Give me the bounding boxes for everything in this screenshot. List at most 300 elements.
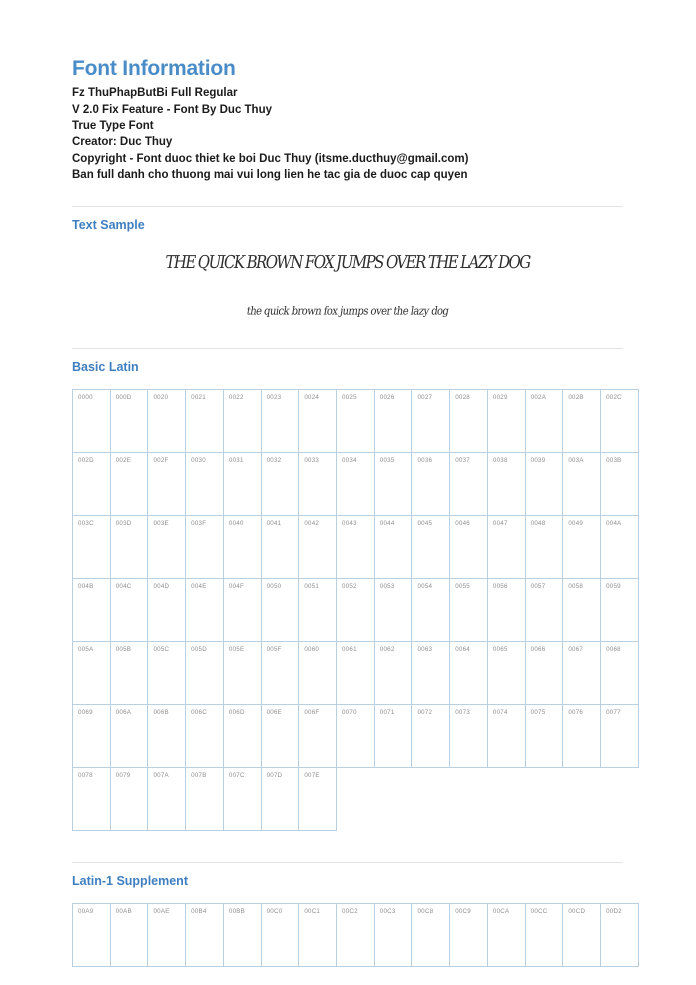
glyph-cell[interactable] — [110, 767, 148, 830]
glyph-cell[interactable] — [487, 452, 525, 515]
glyph-preview — [224, 653, 261, 693]
glyph-codepoint-label: 000D — [115, 393, 132, 401]
glyph-cell[interactable] — [487, 704, 525, 767]
glyph-cell[interactable] — [450, 578, 488, 641]
glyph-cell[interactable] — [261, 903, 299, 966]
glyph-codepoint-label: 0030 — [191, 456, 206, 464]
glyph-codepoint-label: 002B — [568, 393, 584, 401]
glyph-cell[interactable] — [450, 641, 488, 704]
glyph-preview — [148, 779, 185, 819]
glyph-cell[interactable] — [601, 452, 639, 515]
glyph-cell[interactable] — [148, 515, 186, 578]
glyph-codepoint-label: 006B — [153, 708, 169, 716]
glyph-cell[interactable] — [374, 641, 412, 704]
glyph-preview — [224, 464, 261, 504]
glyph-codepoint-label: 00AB — [115, 907, 132, 915]
glyph-preview — [224, 779, 261, 819]
glyph-table-row — [73, 389, 639, 452]
glyph-table-row — [73, 704, 639, 767]
glyph-cell[interactable] — [487, 578, 525, 641]
glyph-codepoint-label: 0045 — [417, 519, 433, 527]
glyph-cell[interactable] — [299, 389, 337, 452]
glyph-preview — [186, 527, 223, 567]
glyph-table-body — [73, 903, 639, 966]
glyph-preview — [111, 401, 148, 441]
glyph-cell[interactable] — [73, 515, 111, 578]
glyph-cell[interactable] — [450, 515, 488, 578]
glyph-preview — [450, 653, 487, 693]
glyph-codepoint-label: 002D — [78, 456, 94, 464]
glyph-codepoint-label: 0073 — [455, 708, 470, 716]
glyph-codepoint-label: 0075 — [530, 708, 546, 716]
glyph-codepoint-label: 004E — [191, 582, 207, 590]
glyph-preview — [148, 716, 185, 756]
glyph-cell-empty — [601, 767, 639, 830]
glyph-cell[interactable] — [223, 515, 261, 578]
glyph-preview — [450, 590, 487, 630]
glyph-preview — [601, 401, 638, 441]
glyph-codepoint-label: 004F — [228, 582, 244, 590]
glyph-preview — [299, 401, 336, 441]
glyph-cell-empty — [337, 767, 375, 830]
glyph-preview — [337, 915, 374, 955]
section-text-sample — [72, 206, 623, 317]
glyph-cell[interactable] — [525, 389, 563, 452]
glyph-preview — [488, 653, 525, 693]
glyph-codepoint-label: 002A — [530, 393, 547, 401]
glyph-codepoint-label: 0058 — [568, 582, 584, 590]
glyph-codepoint-label: 00C0 — [266, 907, 283, 915]
glyph-cell[interactable] — [337, 389, 375, 452]
glyph-cell[interactable] — [601, 641, 639, 704]
glyph-cell[interactable] — [450, 704, 488, 767]
glyph-codepoint-label: 005B — [115, 645, 132, 653]
glyph-cell[interactable] — [73, 704, 111, 767]
glyph-cell[interactable] — [525, 452, 563, 515]
glyph-cell-empty — [487, 767, 525, 830]
glyph-preview — [526, 653, 563, 693]
glyph-preview — [450, 915, 487, 955]
glyph-preview — [224, 915, 261, 955]
glyph-codepoint-label: 0072 — [417, 708, 433, 716]
glyph-cell[interactable] — [337, 515, 375, 578]
glyph-cell[interactable] — [148, 903, 186, 966]
glyph-codepoint-label: 0054 — [417, 582, 433, 590]
glyph-codepoint-label: 00CA — [492, 907, 510, 915]
glyph-preview — [601, 716, 638, 756]
glyph-cell[interactable] — [186, 452, 224, 515]
glyph-preview — [299, 590, 336, 630]
glyph-preview — [412, 653, 449, 693]
glyph-preview — [73, 915, 110, 955]
glyph-codepoint-label: 0021 — [191, 393, 206, 401]
glyph-codepoint-label: 0034 — [342, 456, 357, 464]
glyph-cell[interactable] — [374, 704, 412, 767]
glyph-cell[interactable] — [299, 578, 337, 641]
glyph-cell[interactable] — [110, 641, 148, 704]
glyph-preview — [148, 401, 185, 441]
glyph-codepoint-label: 002F — [153, 456, 169, 464]
glyph-preview — [375, 653, 412, 693]
glyph-preview — [262, 915, 299, 955]
glyph-preview — [375, 401, 412, 441]
page-title: Font Information — [72, 57, 236, 80]
glyph-cell[interactable] — [525, 641, 563, 704]
glyph-preview — [375, 915, 412, 955]
glyph-codepoint-label: 0061 — [342, 645, 357, 653]
glyph-cell[interactable] — [73, 767, 111, 830]
glyph-codepoint-label: 0060 — [304, 645, 320, 653]
glyph-codepoint-label: 002C — [606, 393, 622, 401]
glyph-codepoint-label: 00CD — [568, 907, 586, 915]
glyph-codepoint-label: 0041 — [266, 519, 282, 527]
glyph-codepoint-label: 00C2 — [342, 907, 358, 915]
glyph-cell[interactable] — [374, 578, 412, 641]
glyph-cell[interactable] — [223, 389, 261, 452]
glyph-preview — [148, 653, 185, 693]
glyph-codepoint-label: 00C8 — [417, 907, 434, 915]
glyph-codepoint-label: 0050 — [266, 582, 282, 590]
glyph-cell[interactable] — [601, 903, 639, 966]
glyph-cell[interactable] — [563, 578, 601, 641]
glyph-cell[interactable] — [412, 389, 450, 452]
glyph-codepoint-label: 00BB — [228, 907, 246, 915]
glyph-preview — [601, 527, 638, 567]
glyph-codepoint-label: 0020 — [153, 393, 169, 401]
glyph-codepoint-label: 007A — [153, 771, 169, 779]
glyph-cell[interactable] — [73, 389, 111, 452]
glyph-cell[interactable] — [223, 903, 261, 966]
glyph-cell[interactable] — [186, 641, 224, 704]
glyph-codepoint-label: 0027 — [417, 393, 433, 401]
glyph-cell[interactable] — [601, 515, 639, 578]
glyph-preview — [526, 464, 563, 504]
glyph-cell-empty — [374, 767, 412, 830]
glyph-preview — [299, 716, 336, 756]
glyph-codepoint-label: 003B — [606, 456, 622, 464]
glyph-cell[interactable] — [299, 641, 337, 704]
glyph-cell[interactable] — [412, 704, 450, 767]
glyph-cell[interactable] — [110, 903, 148, 966]
glyph-preview — [412, 527, 449, 567]
glyph-preview — [450, 401, 487, 441]
glyph-preview — [73, 590, 110, 630]
glyph-cell[interactable] — [374, 452, 412, 515]
glyph-preview — [337, 653, 374, 693]
glyph-codepoint-label: 003E — [153, 519, 169, 527]
glyph-cell[interactable] — [374, 903, 412, 966]
glyph-preview — [73, 653, 110, 693]
glyph-codepoint-label: 0032 — [266, 456, 282, 464]
glyph-cell[interactable] — [73, 641, 111, 704]
glyph-codepoint-label: 0065 — [492, 645, 508, 653]
glyph-preview — [111, 716, 148, 756]
glyph-preview — [262, 527, 299, 567]
glyph-preview — [111, 464, 148, 504]
glyph-codepoint-label: 005C — [153, 645, 170, 653]
glyph-cell[interactable] — [110, 578, 148, 641]
glyph-preview — [186, 653, 223, 693]
glyph-cell[interactable] — [148, 578, 186, 641]
section-basic-latin — [72, 348, 623, 831]
text-sample-uppercase: THE QUICK BROWN FOX JUMPS OVER THE LAZY DOG — [163, 250, 532, 273]
glyph-preview — [375, 590, 412, 630]
glyph-cell[interactable] — [148, 452, 186, 515]
glyph-cell[interactable] — [148, 767, 186, 830]
glyph-preview — [148, 590, 185, 630]
glyph-cell[interactable] — [450, 903, 488, 966]
glyph-cell[interactable] — [223, 452, 261, 515]
glyph-preview — [563, 527, 600, 567]
glyph-cell[interactable] — [563, 704, 601, 767]
glyph-cell-empty — [525, 767, 563, 830]
glyph-cell[interactable] — [487, 515, 525, 578]
glyph-cell[interactable] — [525, 903, 563, 966]
text-sample-block — [72, 250, 623, 318]
glyph-cell[interactable] — [299, 452, 337, 515]
glyph-codepoint-label: 0026 — [379, 393, 395, 401]
glyph-codepoint-label: 006F — [304, 708, 320, 716]
glyph-preview — [299, 653, 336, 693]
glyph-codepoint-label: 003A — [568, 456, 584, 464]
glyph-codepoint-label: 004D — [153, 582, 170, 590]
glyph-cell-empty — [412, 767, 450, 830]
glyph-cell[interactable] — [299, 903, 337, 966]
glyph-preview — [526, 527, 563, 567]
glyph-cell[interactable] — [186, 704, 224, 767]
glyph-cell-empty — [450, 767, 488, 830]
glyph-codepoint-label: 0036 — [417, 456, 433, 464]
glyph-preview — [375, 464, 412, 504]
glyph-codepoint-label: 003D — [115, 519, 132, 527]
glyph-preview — [488, 527, 525, 567]
glyph-codepoint-label: 0000 — [78, 393, 93, 401]
glyph-preview — [73, 401, 110, 441]
glyph-preview — [412, 716, 449, 756]
glyph-cell[interactable] — [148, 704, 186, 767]
glyph-cell[interactable] — [261, 452, 299, 515]
page-content — [72, 0, 623, 967]
glyph-preview — [186, 779, 223, 819]
glyph-table-row — [73, 515, 639, 578]
glyph-codepoint-label: 005F — [266, 645, 282, 653]
glyph-preview — [299, 464, 336, 504]
glyph-table-row — [73, 452, 639, 515]
glyph-preview — [563, 464, 600, 504]
glyph-codepoint-label: 003C — [78, 519, 94, 527]
glyph-cell[interactable] — [299, 515, 337, 578]
glyph-preview — [186, 716, 223, 756]
section-latin-1-supplement — [72, 862, 623, 967]
glyph-codepoint-label: 0023 — [266, 393, 282, 401]
glyph-cell[interactable] — [110, 515, 148, 578]
section-title-text-sample: Text Sample — [72, 217, 145, 232]
glyph-preview — [601, 653, 638, 693]
glyph-codepoint-label: 006E — [266, 708, 283, 716]
glyph-cell[interactable] — [73, 578, 111, 641]
glyph-codepoint-label: 0053 — [379, 582, 395, 590]
glyph-codepoint-label: 00CC — [530, 907, 548, 915]
glyph-cell[interactable] — [337, 641, 375, 704]
glyph-preview — [262, 653, 299, 693]
glyph-cell[interactable] — [223, 767, 261, 830]
glyph-cell[interactable] — [412, 515, 450, 578]
glyph-cell[interactable] — [601, 389, 639, 452]
glyph-preview — [337, 716, 374, 756]
glyph-preview — [224, 527, 261, 567]
glyph-cell[interactable] — [110, 704, 148, 767]
glyph-cell[interactable] — [110, 389, 148, 452]
glyph-cell[interactable] — [487, 641, 525, 704]
glyph-cell[interactable] — [186, 578, 224, 641]
glyph-codepoint-label: 004B — [78, 582, 94, 590]
glyph-cell[interactable] — [148, 389, 186, 452]
glyph-codepoint-label: 0038 — [492, 456, 508, 464]
glyph-cell[interactable] — [563, 515, 601, 578]
glyph-preview — [337, 527, 374, 567]
glyph-preview — [299, 779, 336, 819]
glyph-preview — [450, 464, 487, 504]
glyph-codepoint-label: 003F — [191, 519, 207, 527]
glyph-preview — [262, 716, 299, 756]
glyph-codepoint-label: 005E — [228, 645, 245, 653]
glyph-codepoint-label: 0074 — [492, 708, 508, 716]
glyph-cell[interactable] — [73, 903, 111, 966]
glyph-cell[interactable] — [450, 452, 488, 515]
glyph-preview — [224, 716, 261, 756]
glyph-codepoint-label: 0033 — [304, 456, 320, 464]
glyph-preview — [375, 716, 412, 756]
glyph-cell[interactable] — [525, 515, 563, 578]
glyph-cell[interactable] — [261, 389, 299, 452]
glyph-cell[interactable] — [186, 903, 224, 966]
glyph-cell[interactable] — [601, 704, 639, 767]
glyph-cell[interactable] — [337, 704, 375, 767]
glyph-codepoint-label: 0057 — [530, 582, 546, 590]
glyph-preview — [375, 527, 412, 567]
glyph-preview — [111, 590, 148, 630]
glyph-cell[interactable] — [110, 452, 148, 515]
glyph-cell[interactable] — [412, 641, 450, 704]
glyph-codepoint-label: 0039 — [530, 456, 546, 464]
glyph-cell[interactable] — [374, 515, 412, 578]
glyph-table-body — [73, 389, 639, 830]
glyph-codepoint-label: 0063 — [417, 645, 433, 653]
glyph-table-row — [73, 767, 639, 830]
glyph-cell[interactable] — [299, 704, 337, 767]
font-metadata-line: Copyright - Font duoc thiet ke boi Duc Thuy (itsme.ducthuy@gmail.com) — [72, 152, 469, 165]
glyph-codepoint-label: 0035 — [379, 456, 395, 464]
glyph-codepoint-label: 0071 — [379, 708, 395, 716]
glyph-cell[interactable] — [148, 641, 186, 704]
glyph-cell[interactable] — [563, 641, 601, 704]
glyph-cell[interactable] — [337, 578, 375, 641]
glyph-table-row — [73, 578, 639, 641]
glyph-cell[interactable] — [412, 903, 450, 966]
glyph-cell[interactable] — [563, 389, 601, 452]
glyph-codepoint-label: 0043 — [342, 519, 357, 527]
glyph-cell[interactable] — [186, 515, 224, 578]
glyph-cell[interactable] — [261, 515, 299, 578]
glyph-cell[interactable] — [73, 452, 111, 515]
glyph-codepoint-label: 0046 — [455, 519, 470, 527]
glyph-codepoint-label: 00AE — [153, 907, 170, 915]
glyph-codepoint-label: 00C1 — [304, 907, 321, 915]
glyph-table-basic-latin — [72, 389, 639, 831]
glyph-preview — [450, 716, 487, 756]
glyph-codepoint-label: 0052 — [342, 582, 357, 590]
glyph-cell-empty — [563, 767, 601, 830]
glyph-preview — [563, 716, 600, 756]
glyph-codepoint-label: 006D — [228, 708, 245, 716]
glyph-cell[interactable] — [299, 767, 337, 830]
glyph-codepoint-label: 0070 — [342, 708, 357, 716]
glyph-cell[interactable] — [525, 578, 563, 641]
glyph-preview — [337, 464, 374, 504]
glyph-cell[interactable] — [374, 389, 412, 452]
glyph-codepoint-label: 0047 — [492, 519, 508, 527]
glyph-cell[interactable] — [563, 903, 601, 966]
glyph-cell[interactable] — [261, 767, 299, 830]
glyph-codepoint-label: 004A — [606, 519, 622, 527]
glyph-cell[interactable] — [487, 389, 525, 452]
font-metadata-line: V 2.0 Fix Feature - Font By Duc Thuy — [72, 103, 273, 116]
glyph-cell[interactable] — [412, 452, 450, 515]
glyph-preview — [412, 590, 449, 630]
glyph-codepoint-label: 007C — [228, 771, 245, 779]
glyph-cell[interactable] — [261, 704, 299, 767]
glyph-preview — [526, 915, 563, 955]
glyph-preview — [186, 915, 223, 955]
glyph-cell[interactable] — [223, 704, 261, 767]
glyph-preview — [450, 527, 487, 567]
glyph-cell[interactable] — [223, 641, 261, 704]
glyph-cell[interactable] — [563, 452, 601, 515]
glyph-preview — [148, 915, 185, 955]
glyph-cell[interactable] — [450, 389, 488, 452]
glyph-cell[interactable] — [261, 578, 299, 641]
glyph-cell[interactable] — [186, 767, 224, 830]
glyph-preview — [148, 527, 185, 567]
glyph-codepoint-label: 0028 — [455, 393, 470, 401]
glyph-cell[interactable] — [223, 578, 261, 641]
glyph-codepoint-label: 0077 — [606, 708, 621, 716]
glyph-preview — [299, 527, 336, 567]
glyph-cell[interactable] — [261, 641, 299, 704]
glyph-preview — [563, 915, 600, 955]
glyph-cell[interactable] — [337, 903, 375, 966]
glyph-cell[interactable] — [601, 578, 639, 641]
section-title-basic-latin: Basic Latin — [72, 359, 139, 374]
font-metadata-line: Ban full danh cho thuong mai vui long lien he tac gia de duoc cap quyen — [72, 169, 468, 182]
glyph-cell[interactable] — [412, 578, 450, 641]
glyph-codepoint-label: 0064 — [455, 645, 470, 653]
glyph-codepoint-label: 00A9 — [78, 907, 94, 915]
glyph-table-row — [73, 641, 639, 704]
glyph-preview — [563, 653, 600, 693]
glyph-codepoint-label: 0049 — [568, 519, 584, 527]
glyph-codepoint-label: 0022 — [228, 393, 244, 401]
glyph-codepoint-label: 007E — [304, 771, 320, 779]
glyph-cell[interactable] — [525, 704, 563, 767]
glyph-preview — [148, 464, 185, 504]
glyph-cell[interactable] — [337, 452, 375, 515]
glyph-preview — [488, 464, 525, 504]
glyph-cell[interactable] — [487, 903, 525, 966]
glyph-codepoint-label: 0069 — [78, 708, 93, 716]
glyph-cell[interactable] — [186, 389, 224, 452]
glyph-preview — [601, 464, 638, 504]
